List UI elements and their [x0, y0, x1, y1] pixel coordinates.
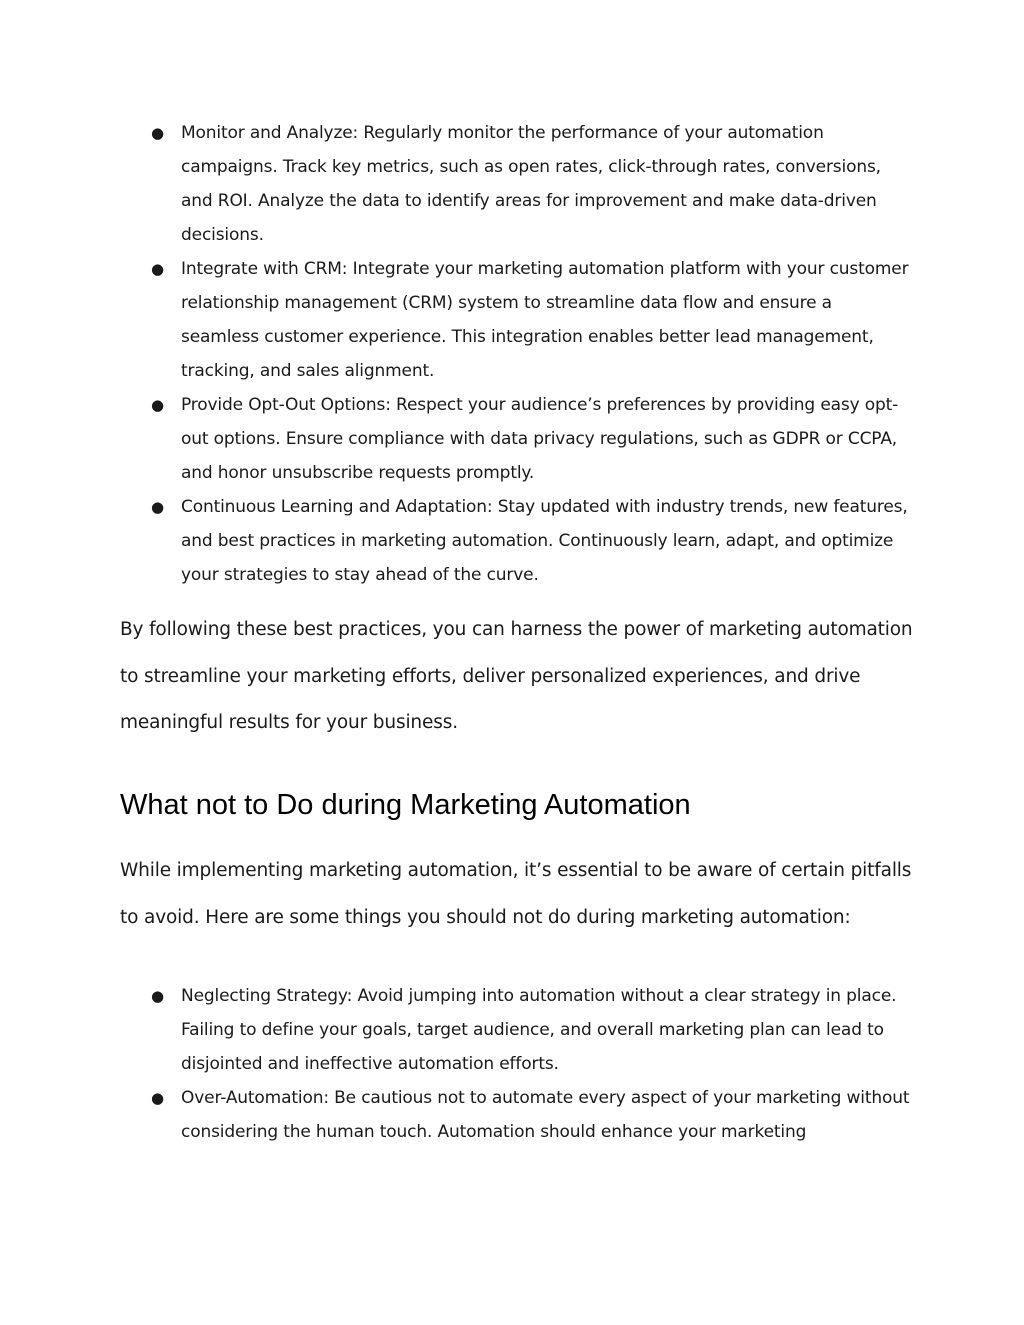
list-item-text: Neglecting Strategy: Avoid jumping into automation without a clear strategy in place. Failing to define your goals, target audience, and overall marketing plan can lead to disjointed and ineffective automation efforts.: [181, 986, 897, 1074]
section-heading: What not to Do during Marketing Automation: [120, 789, 691, 821]
list-item: [120, 116, 910, 252]
list-item: [120, 388, 910, 490]
pitfalls-list: [120, 979, 910, 1149]
bullet-icon: ●: [151, 987, 164, 1005]
list-item-text: Provide Opt-Out Options: Respect your audience’s preferences by providing easy opt-out options. Ensure compliance with data privacy regulations, such as GDPR or CCPA, and honor unsubscribe requests promptly.: [181, 395, 899, 483]
list-item: [120, 490, 910, 592]
summary-paragraph: By following these best practices, you can harness the power of marketing automation to streamline your marketing efforts, deliver personalized experiences, and drive meaningful results for your business.: [120, 619, 913, 733]
list-item: [120, 979, 910, 1081]
list-item-text: Monitor and Analyze: Regularly monitor the performance of your automation campaigns. Track key metrics, such as open rates, click-through rates, conversions, and ROI. Analyze the data to identify areas for improvement and make data-driven decisions.: [181, 123, 881, 245]
list-item-text: Integrate with CRM: Integrate your marketing automation platform with your customer relationship management (CRM) system to streamline data flow and ensure a seamless customer experience. This integration enables better lead management, tracking, and sales alignment.: [181, 259, 909, 381]
bullet-icon: ●: [151, 1089, 164, 1107]
bullet-icon: ●: [151, 260, 164, 278]
list-item-text: Over-Automation: Be cautious not to automate every aspect of your marketing without considering the human touch. Automation should enhance your marketing: [181, 1088, 910, 1142]
list-item: [120, 252, 910, 388]
list-item: [120, 1081, 910, 1149]
best-practices-list: [120, 116, 910, 592]
intro-paragraph: While implementing marketing automation, it’s essential to be aware of certain pitfalls to avoid. Here are some things you should not do during marketing automation:: [120, 860, 912, 928]
bullet-icon: ●: [151, 124, 164, 142]
bullet-icon: ●: [151, 396, 164, 414]
bullet-icon: ●: [151, 498, 164, 516]
list-item-text: Continuous Learning and Adaptation: Stay updated with industry trends, new features, and best practices in marketing automation. Continuously learn, adapt, and optimize your strategies to stay ahead of the curve.: [181, 497, 908, 585]
